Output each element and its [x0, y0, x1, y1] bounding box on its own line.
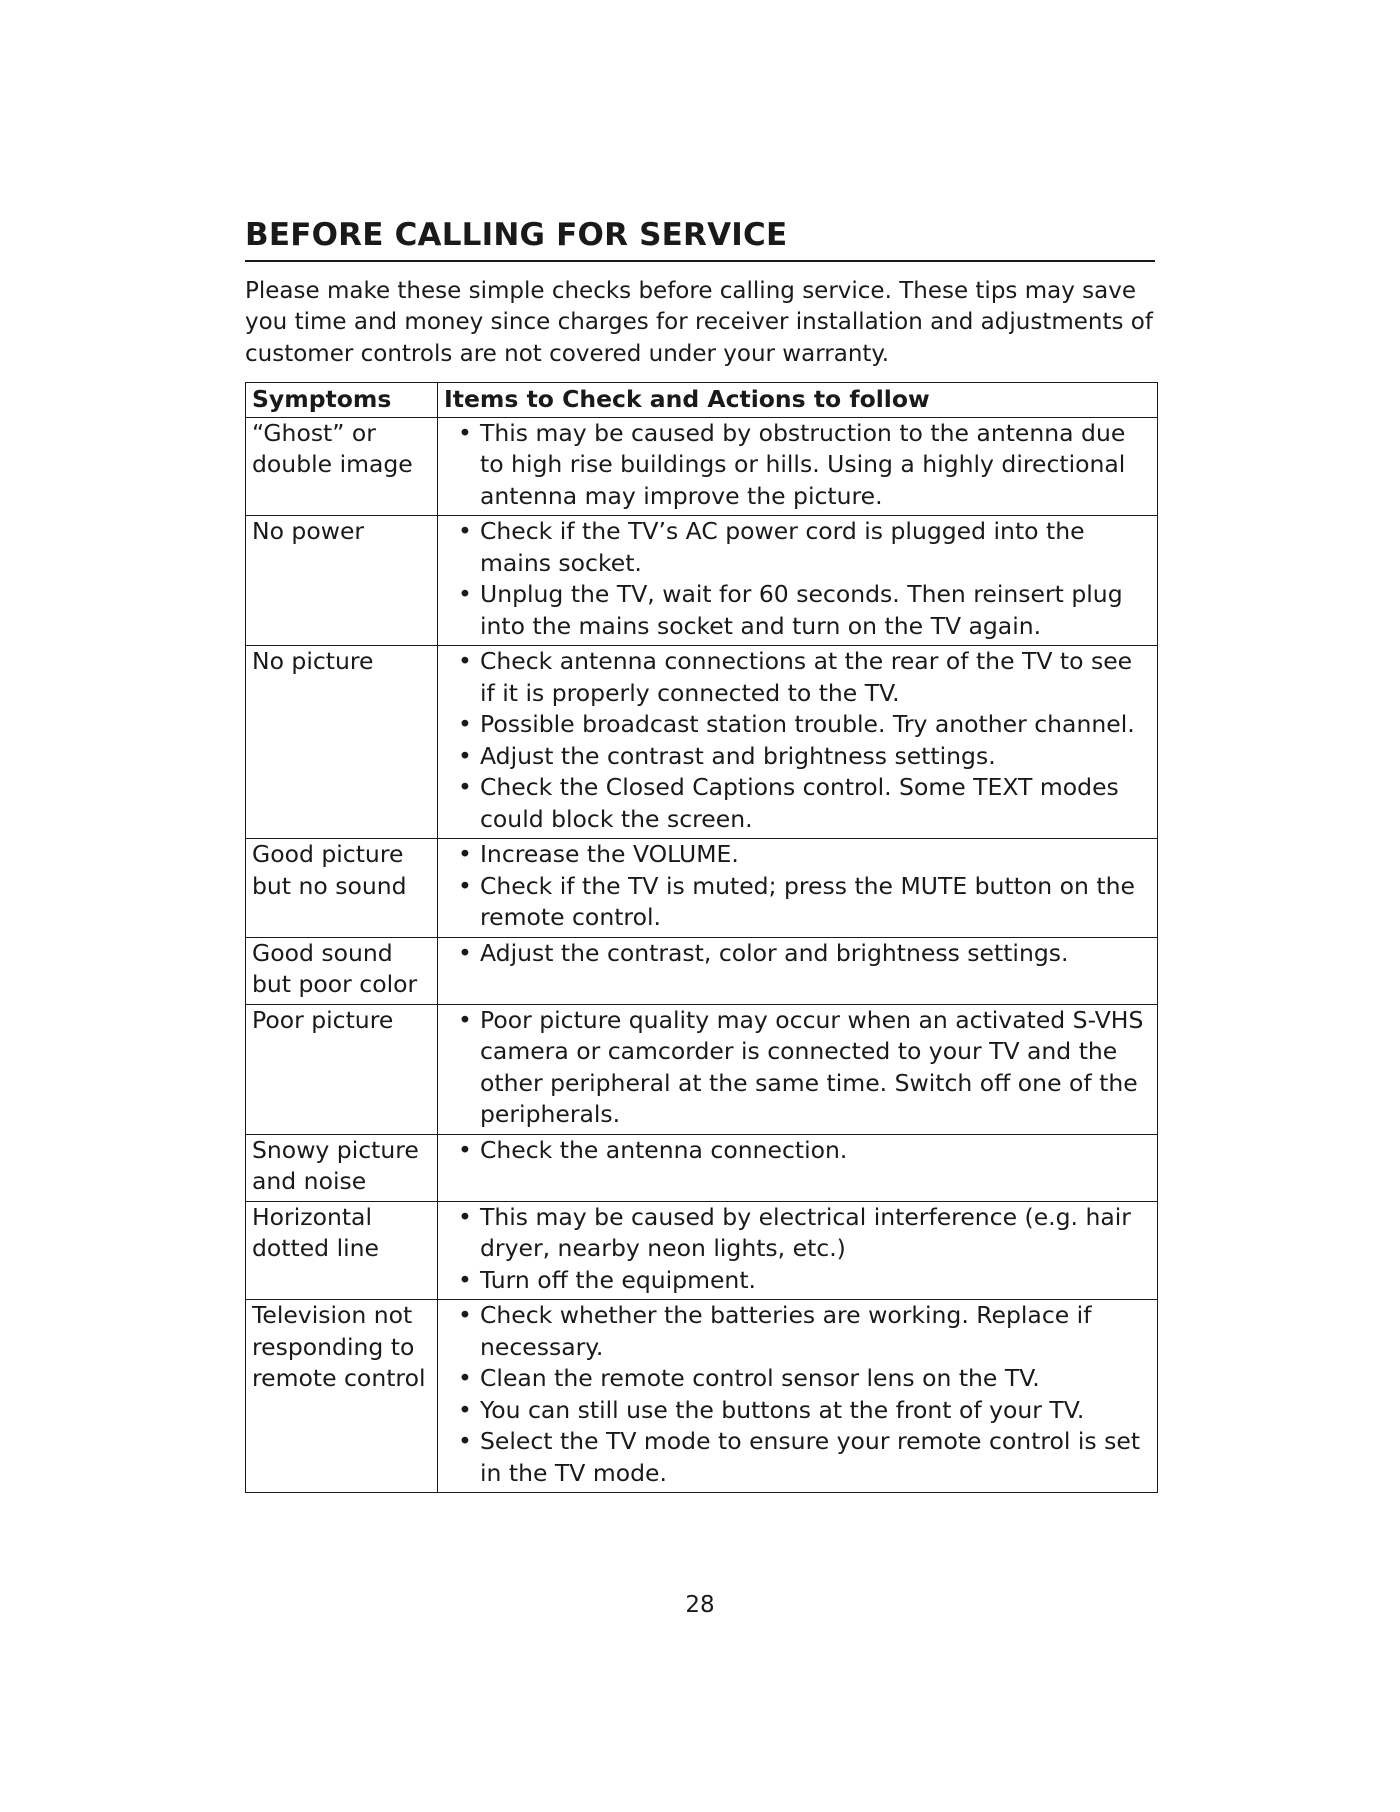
symptom-text: Snowy picture — [252, 1135, 419, 1164]
symptom-text: remote control — [252, 1364, 426, 1393]
actions-cell — [438, 646, 1158, 839]
action-item: • Check whether the batteries are working. Replace if necessary. — [444, 1300, 1151, 1363]
troubleshooting-table — [245, 382, 1158, 1493]
table-row — [246, 1300, 1158, 1493]
page-number: 28 — [685, 1592, 715, 1618]
action-item: • Increase the VOLUME. — [444, 839, 1151, 871]
table-row — [246, 417, 1158, 516]
intro-paragraph — [245, 276, 1155, 371]
table-row — [246, 1134, 1158, 1201]
actions-cell — [438, 1201, 1158, 1300]
action-item: • Adjust the contrast and brightness settings. — [444, 741, 1151, 773]
action-item: • Check antenna connections at the rear of the TV to see if it is properly connected to the TV. — [444, 646, 1151, 709]
table-row — [246, 1004, 1158, 1134]
action-item: • Check if the TV’s AC power cord is plugged into the mains socket. — [444, 516, 1151, 579]
symptom-cell — [246, 839, 438, 938]
header-symptoms: Symptoms — [246, 383, 438, 418]
symptom-cell — [246, 1134, 438, 1201]
table-row — [246, 839, 1158, 938]
symptom-cell — [246, 516, 438, 646]
action-item: • This may be caused by obstruction to the antenna due to high rise buildings or hills. Using a highly directional antenna may improve the picture. — [444, 418, 1151, 513]
action-item: • Check the Closed Captions control. Some TEXT modes could block the screen. — [444, 772, 1151, 835]
action-item: • Unplug the TV, wait for 60 seconds. Then reinsert plug into the mains socket and turn on the TV again. — [444, 579, 1151, 642]
symptom-cell — [246, 646, 438, 839]
action-item: • Select the TV mode to ensure your remote control is set in the TV mode. — [444, 1426, 1151, 1489]
actions-cell — [438, 1134, 1158, 1201]
action-item: • You can still use the buttons at the front of your TV. — [444, 1395, 1151, 1427]
action-item: • Check the antenna connection. — [444, 1135, 1151, 1167]
intro-line: Please make these simple checks before calling service. These tips may save — [245, 277, 1136, 304]
actions-list — [444, 418, 1151, 513]
actions-list — [444, 938, 1151, 970]
symptom-text: Good sound — [252, 938, 393, 967]
action-item: • This may be caused by electrical interference (e.g. hair dryer, nearby neon lights, etc.) — [444, 1202, 1151, 1265]
action-item: • Clean the remote control sensor lens on the TV. — [444, 1363, 1151, 1395]
actions-list — [444, 839, 1151, 934]
symptom-cell — [246, 1300, 438, 1493]
actions-cell — [438, 1004, 1158, 1134]
action-item: • Poor picture quality may occur when an activated S-VHS camera or camcorder is connected to your TV and the other peripheral at the same time. Switch off one of the peripherals. — [444, 1005, 1151, 1131]
symptom-text: responding to — [252, 1332, 415, 1361]
symptom-text: but poor color — [252, 970, 418, 999]
symptom-text: No picture — [252, 647, 374, 676]
action-item: • Adjust the contrast, color and brightness settings. — [444, 938, 1151, 970]
action-item: • Turn off the equipment. — [444, 1265, 1151, 1297]
symptom-cell — [246, 1201, 438, 1300]
actions-cell — [438, 417, 1158, 516]
symptom-cell — [246, 1004, 438, 1134]
action-item: • Possible broadcast station trouble. Try another channel. — [444, 709, 1151, 741]
actions-list — [444, 1005, 1151, 1131]
actions-cell — [438, 516, 1158, 646]
symptom-text: Good picture — [252, 840, 404, 869]
actions-list — [444, 1135, 1151, 1167]
symptom-text: “Ghost” or — [252, 418, 376, 447]
actions-cell — [438, 937, 1158, 1004]
table-row — [246, 1201, 1158, 1300]
symptom-text: Television not — [252, 1301, 413, 1330]
table-row — [246, 516, 1158, 646]
intro-line: you time and money since charges for receiver installation and adjustments of — [245, 309, 1153, 336]
actions-list — [444, 1300, 1151, 1489]
actions-list — [444, 646, 1151, 835]
symptom-text: but no sound — [252, 871, 407, 900]
actions-list — [444, 1202, 1151, 1297]
intro-line: customer controls are not covered under your warranty. — [245, 340, 890, 367]
symptom-cell — [246, 417, 438, 516]
symptom-text: and noise — [252, 1167, 367, 1196]
symptom-text: Poor picture — [252, 1005, 394, 1034]
actions-list — [444, 516, 1151, 642]
actions-cell — [438, 839, 1158, 938]
table-header-row — [246, 383, 1158, 418]
header-actions: Items to Check and Actions to follow — [438, 383, 1158, 418]
symptom-cell — [246, 937, 438, 1004]
action-item: • Check if the TV is muted; press the MUTE button on the remote control. — [444, 871, 1151, 934]
symptom-text: dotted line — [252, 1234, 379, 1263]
actions-cell — [438, 1300, 1158, 1493]
symptom-text: No power — [252, 517, 365, 546]
symptom-text: double image — [252, 450, 413, 479]
service-checklist-page — [245, 218, 1155, 1493]
table-row — [246, 937, 1158, 1004]
table-row — [246, 646, 1158, 839]
page-title: BEFORE CALLING FOR SERVICE — [245, 218, 1155, 262]
symptom-text: Horizontal — [252, 1202, 372, 1231]
